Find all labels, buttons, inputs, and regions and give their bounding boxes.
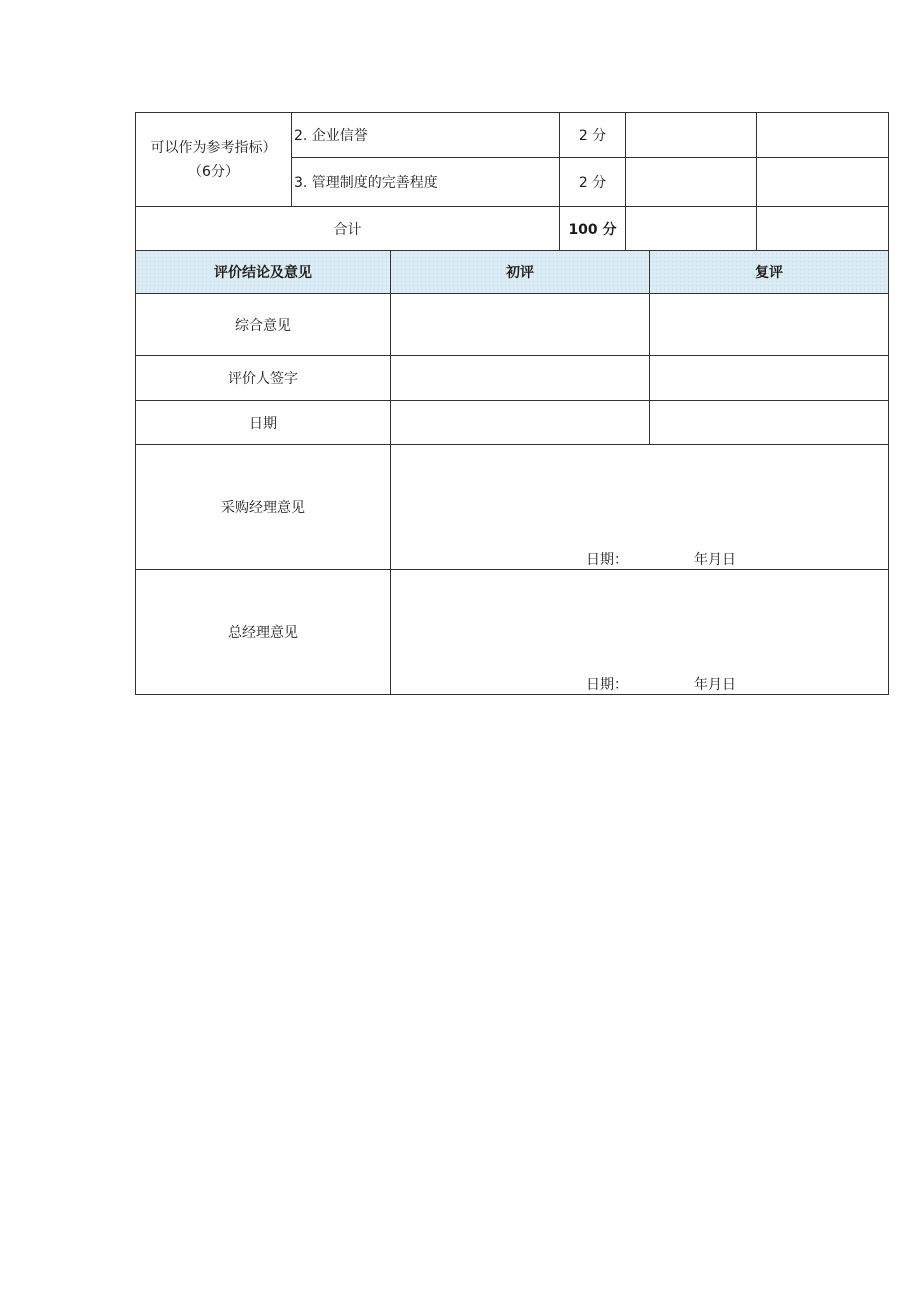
opinion-label: 采购经理意见 <box>136 445 391 570</box>
evaluation-header-row <box>136 251 889 294</box>
score-cell: 2 分 <box>560 113 626 158</box>
blank-cell[interactable] <box>650 401 889 445</box>
blank-cell[interactable] <box>626 207 757 251</box>
item-cell: 2. 企业信誉 <box>292 113 560 158</box>
date-line <box>586 676 736 694</box>
evaluation-row <box>136 294 889 356</box>
blank-cell[interactable] <box>391 401 650 445</box>
opinion-row <box>136 445 889 570</box>
header-conclusion: 评价结论及意见 <box>136 251 391 294</box>
blank-cell[interactable] <box>626 113 757 158</box>
category-line: （6分） <box>188 163 239 180</box>
evaluation-row <box>136 356 889 401</box>
date-suffix: 年月日 <box>694 677 736 693</box>
category-cell <box>136 113 292 207</box>
blank-cell[interactable] <box>650 294 889 356</box>
blank-cell[interactable] <box>757 113 889 158</box>
total-row <box>136 207 889 251</box>
blank-cell[interactable] <box>391 294 650 356</box>
opinion-field[interactable] <box>391 445 889 570</box>
date-line <box>586 551 736 569</box>
blank-cell[interactable] <box>650 356 889 401</box>
blank-cell[interactable] <box>391 356 650 401</box>
category-line: 可以作为参考指标） <box>150 139 277 156</box>
header-initial-review: 初评 <box>391 251 650 294</box>
scoring-table <box>135 112 889 251</box>
evaluation-row <box>136 401 889 445</box>
evaluation-table <box>135 250 889 695</box>
row-label: 评价人签字 <box>136 356 391 401</box>
blank-cell[interactable] <box>626 158 757 207</box>
opinion-field[interactable] <box>391 570 889 695</box>
opinion-row <box>136 570 889 695</box>
opinion-label: 总经理意见 <box>136 570 391 695</box>
row-label: 日期 <box>136 401 391 445</box>
item-cell: 3. 管理制度的完善程度 <box>292 158 560 207</box>
total-label: 合计 <box>136 207 560 251</box>
date-suffix: 年月日 <box>694 552 736 568</box>
date-label: 日期： <box>586 552 628 568</box>
date-label: 日期： <box>586 677 628 693</box>
blank-cell[interactable] <box>757 207 889 251</box>
row-label: 综合意见 <box>136 294 391 356</box>
scoring-row <box>136 113 889 158</box>
blank-cell[interactable] <box>757 158 889 207</box>
score-cell: 2 分 <box>560 158 626 207</box>
total-score: 100 分 <box>560 207 626 251</box>
header-re-review: 复评 <box>650 251 889 294</box>
